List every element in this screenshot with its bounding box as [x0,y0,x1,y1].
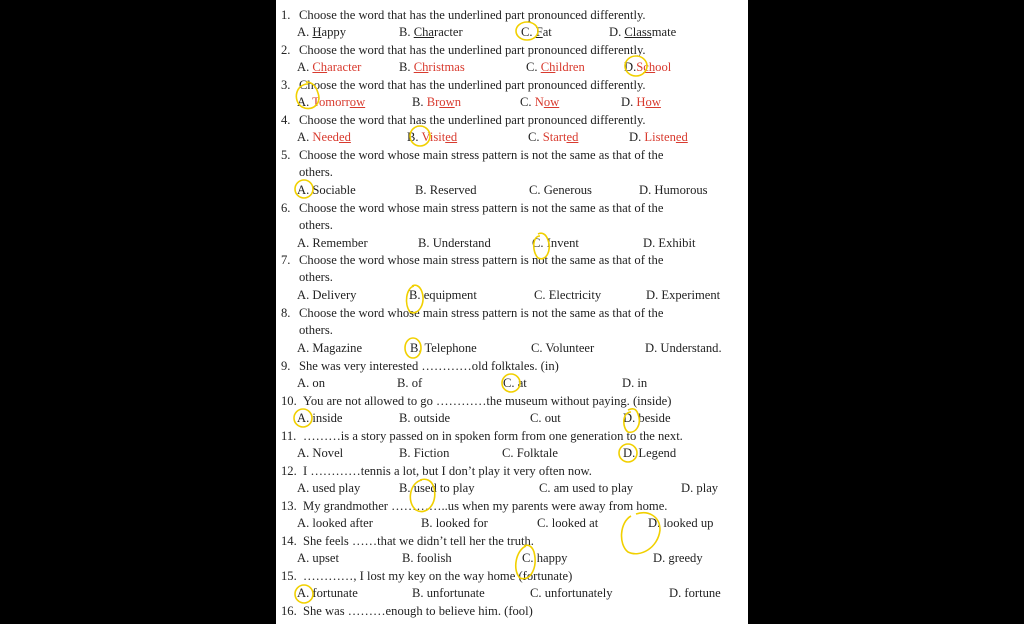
option-c[interactable]: C. out [530,411,561,425]
option-c[interactable]: C. Volunteer [531,341,595,355]
option-prefix: H [636,95,646,109]
option-underlined: ed [566,130,579,144]
option-d[interactable]: D. Exhibit [643,236,696,250]
question-9-options [276,375,748,392]
question-number: 6. [281,201,291,215]
option-label: B. [412,95,427,109]
option-label: D. [609,25,625,39]
option-a[interactable]: A. fortunate [297,586,358,600]
option-label: D. [629,130,645,144]
option-prefix: Listen [644,130,676,144]
question-1-options [276,24,748,41]
question-number: 1. [281,8,291,22]
option-d[interactable]: D. Understand. [645,341,722,355]
question-number: 12. [281,464,297,478]
option-suffix: mate [651,25,677,39]
question-13 [276,498,748,515]
question-text: Choose the word that has the underlined part pronounced differently. [299,78,646,92]
question-15-options [276,585,748,602]
option-c[interactable] [520,94,559,111]
option-underlined: F [535,25,543,39]
option-label: A. [297,130,313,144]
option-underlined: Ch [540,60,556,74]
option-prefix: N [534,95,544,109]
question-text: Choose the word that has the underlined part pronounced differently. [299,8,646,22]
option-underlined: ow [439,95,455,109]
question-14 [276,533,748,550]
question-number: 11. [281,429,297,443]
option-b[interactable] [399,24,463,41]
option-a[interactable] [297,59,361,76]
question-2 [276,42,748,59]
option-c[interactable]: C. at [503,376,527,390]
question-text: Choose the word whose main stress pattern is not the same as that of the [299,253,664,267]
question-6-continuation [276,217,748,234]
question-text: You are not allowed to go …………the museum without paying. (inside) [303,394,672,408]
question-6-options [276,235,748,252]
option-b[interactable] [399,59,465,76]
option-c[interactable]: C. unfortunately [530,586,613,600]
worksheet-page [276,0,748,624]
question-10-options [276,410,748,427]
option-d[interactable] [609,24,676,41]
option-b[interactable]: B. looked for [421,516,488,530]
question-12-options [276,480,748,497]
question-5 [276,147,748,164]
option-underlined: ow [349,95,366,109]
option-prefix: Visit [421,130,446,144]
option-d[interactable] [629,129,688,146]
option-b[interactable]: B. unfortunate [412,586,485,600]
option-suffix: n [454,95,461,109]
question-8-continuation [276,322,748,339]
option-b[interactable]: B. Fiction [399,446,450,460]
option-underlined: Ch [312,60,328,74]
option-label: C. [520,95,535,109]
option-a[interactable]: A. used play [297,481,361,495]
option-d[interactable]: D. play [681,481,719,495]
option-a[interactable]: A. Magazine [297,341,363,355]
option-underlined: ed [338,130,351,144]
option-a[interactable]: A. Delivery [297,288,357,302]
question-14-options [276,550,748,567]
question-number: 5. [281,148,291,162]
question-12 [276,463,748,480]
option-b[interactable]: B. Telephone [410,341,477,355]
question-7-continuation [276,269,748,286]
option-c[interactable]: C. looked at [537,516,599,530]
question-5-options [276,182,748,199]
option-b[interactable]: B. of [397,376,423,390]
question-3 [276,77,748,94]
question-7 [276,252,748,269]
option-a[interactable] [297,24,346,41]
question-number: 13. [281,499,297,513]
option-a[interactable]: A. Remember [297,236,368,250]
option-label: C. [528,130,543,144]
question-text: My grandmother …………..us when my parents were away from home. [303,499,668,513]
question-11-options [276,445,748,462]
question-number: 9. [281,359,291,373]
option-underlined: ow [645,95,661,109]
question-10 [276,393,748,410]
option-label: B. [407,130,422,144]
question-number: 2. [281,43,291,57]
option-c[interactable]: C. Folktale [502,446,558,460]
option-a[interactable]: A. inside [297,411,343,425]
option-suffix: aracter [327,60,362,74]
option-prefix: Start [542,130,567,144]
question-text: Choose the word that has the underlined part pronounced differently. [299,113,646,127]
option-a[interactable] [297,129,351,146]
question-9 [276,358,748,375]
option-underlined: Class [624,25,652,39]
option-label: B. [399,25,414,39]
question-8 [276,305,748,322]
option-label: D. [621,95,637,109]
option-b[interactable] [407,129,457,146]
question-text: Choose the word whose main stress pattern is not the same as that of the [299,201,664,215]
option-prefix: S [636,60,644,74]
question-text: ………is a story passed on in spoken form from one generation to the next. [303,429,683,443]
option-underlined: ed [445,130,458,144]
question-7-options [276,287,748,304]
question-text-cont: others. [299,323,333,337]
question-text: Choose the word that has the underlined part pronounced differently. [299,43,646,57]
question-text: She was ………enough to believe him. (fool) [303,604,533,618]
option-c[interactable]: C. Electricity [534,288,602,302]
option-b[interactable]: B. outside [399,411,451,425]
option-b[interactable]: B. Reserved [415,183,477,197]
option-underlined: H [312,25,322,39]
option-d[interactable] [621,94,661,111]
option-d[interactable]: D. in [622,376,648,390]
option-label: C. [521,25,536,39]
option-a[interactable]: A. upset [297,551,339,565]
question-number: 14. [281,534,297,548]
question-number: 16. [281,604,297,618]
option-prefix: Need [312,130,339,144]
question-8-options [276,340,748,357]
question-number: 8. [281,306,291,320]
option-label: A. [297,25,313,39]
question-number: 3. [281,78,291,92]
option-d[interactable] [624,59,671,76]
question-1 [276,7,748,24]
option-a[interactable]: A. looked after [297,516,373,530]
question-3-options [276,94,748,111]
option-underlined: Cha [413,25,434,39]
question-text-cont: others. [299,270,333,284]
question-text: She feels ……that we didn’t tell her the truth. [303,534,534,548]
option-underlined: ch [643,60,656,74]
question-number: 15. [281,569,297,583]
question-2-options [276,59,748,76]
option-b[interactable]: B. equipment [409,288,477,302]
option-prefix: Br [426,95,440,109]
option-label: D. [624,60,637,74]
option-underlined: ow [543,95,560,109]
option-d[interactable]: D. looked up [648,516,714,530]
option-suffix: appy [321,25,346,39]
option-d[interactable]: D. Humorous [639,183,708,197]
question-number: 4. [281,113,291,127]
option-underlined: ed [675,130,688,144]
question-number: 7. [281,253,291,267]
question-text: She was very interested …………old folktales. (in) [299,359,559,373]
option-d[interactable]: D. greedy [653,551,703,565]
option-label: B. [399,60,414,74]
question-text: Choose the word whose main stress pattern is not the same as that of the [299,148,664,162]
question-16 [276,603,748,620]
option-c[interactable] [521,24,552,41]
question-text: …………, I lost my key on the way home (fortunate) [303,569,573,583]
question-number: 10. [281,394,297,408]
question-5-continuation [276,164,748,181]
option-c[interactable]: C. happy [522,551,568,565]
option-suffix: ool [655,60,672,74]
option-prefix: Tomorr [312,95,350,109]
option-d[interactable]: D. beside [623,411,671,425]
option-c[interactable]: C. am used to play [539,481,634,495]
option-a[interactable]: A. Novel [297,446,344,460]
question-11 [276,428,748,445]
option-suffix: at [542,25,552,39]
option-b[interactable] [412,94,461,111]
question-4-options [276,129,748,146]
question-text: I …………tennis a lot, but I don’t play it very often now. [303,464,592,478]
option-c[interactable]: C. Invent [532,236,579,250]
question-text-cont: others. [299,218,333,232]
option-d[interactable]: D. Experiment [646,288,721,302]
option-a[interactable] [297,94,365,111]
option-suffix: ristmas [428,60,465,74]
question-6 [276,200,748,217]
option-suffix: racter [434,25,463,39]
option-b[interactable]: B. used to play [399,481,475,495]
option-b[interactable]: B. Understand [418,236,491,250]
option-label: A. [297,95,313,109]
option-d[interactable]: D. fortune [669,586,721,600]
option-c[interactable]: C. Generous [529,183,592,197]
option-c[interactable] [528,129,578,146]
option-b[interactable]: B. foolish [402,551,452,565]
option-c[interactable] [526,59,585,76]
question-text: Choose the word whose main stress pattern is not the same as that of the [299,306,664,320]
option-d[interactable]: D. Legend [623,446,677,460]
question-4 [276,112,748,129]
option-a[interactable]: A. Sociable [297,183,356,197]
option-label: C. [526,60,541,74]
question-text-cont: others. [299,165,333,179]
option-label: A. [297,60,313,74]
question-15 [276,568,748,585]
question-13-options [276,515,748,532]
option-suffix: ildren [555,60,585,74]
option-a[interactable]: A. on [297,376,325,390]
option-underlined: Ch [413,60,429,74]
